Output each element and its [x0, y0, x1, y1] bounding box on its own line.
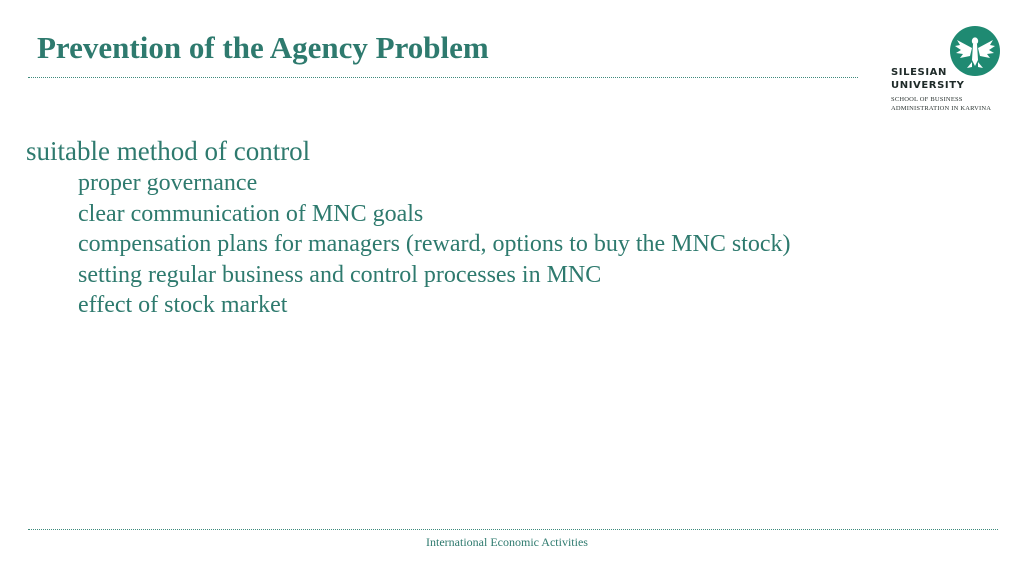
sub-bullet: effect of stock market — [78, 292, 288, 318]
eagle-emblem-icon — [950, 26, 1000, 76]
title-divider — [28, 77, 858, 78]
sub-bullet: compensation plans for managers (reward, options to buy the MNC stock) — [78, 231, 791, 257]
slide-footer: International Economic Activities — [426, 535, 588, 549]
main-bullet — [26, 134, 791, 321]
sub-bullet: setting regular business and control processes in MNC — [78, 261, 602, 288]
main-bullet-text: suitable method of control — [26, 136, 311, 166]
sub-bullet-list — [26, 168, 791, 321]
logo-line-school: SCHOOL OF BUSINESS — [891, 96, 963, 103]
sub-bullet: proper governance — [78, 170, 258, 196]
logo-line-silesian: SILESIAN — [891, 67, 947, 78]
logo-line-university: UNIVERSITY — [891, 80, 965, 91]
slide-content — [26, 134, 791, 321]
sub-bullet: clear communication of MNC goals — [78, 200, 424, 227]
slide-title: Prevention of the Agency Problem — [37, 30, 489, 65]
footer-divider — [28, 529, 998, 530]
logo-line-administration: ADMINISTRATION IN KARVINA — [891, 105, 992, 112]
university-logo — [890, 26, 1015, 116]
